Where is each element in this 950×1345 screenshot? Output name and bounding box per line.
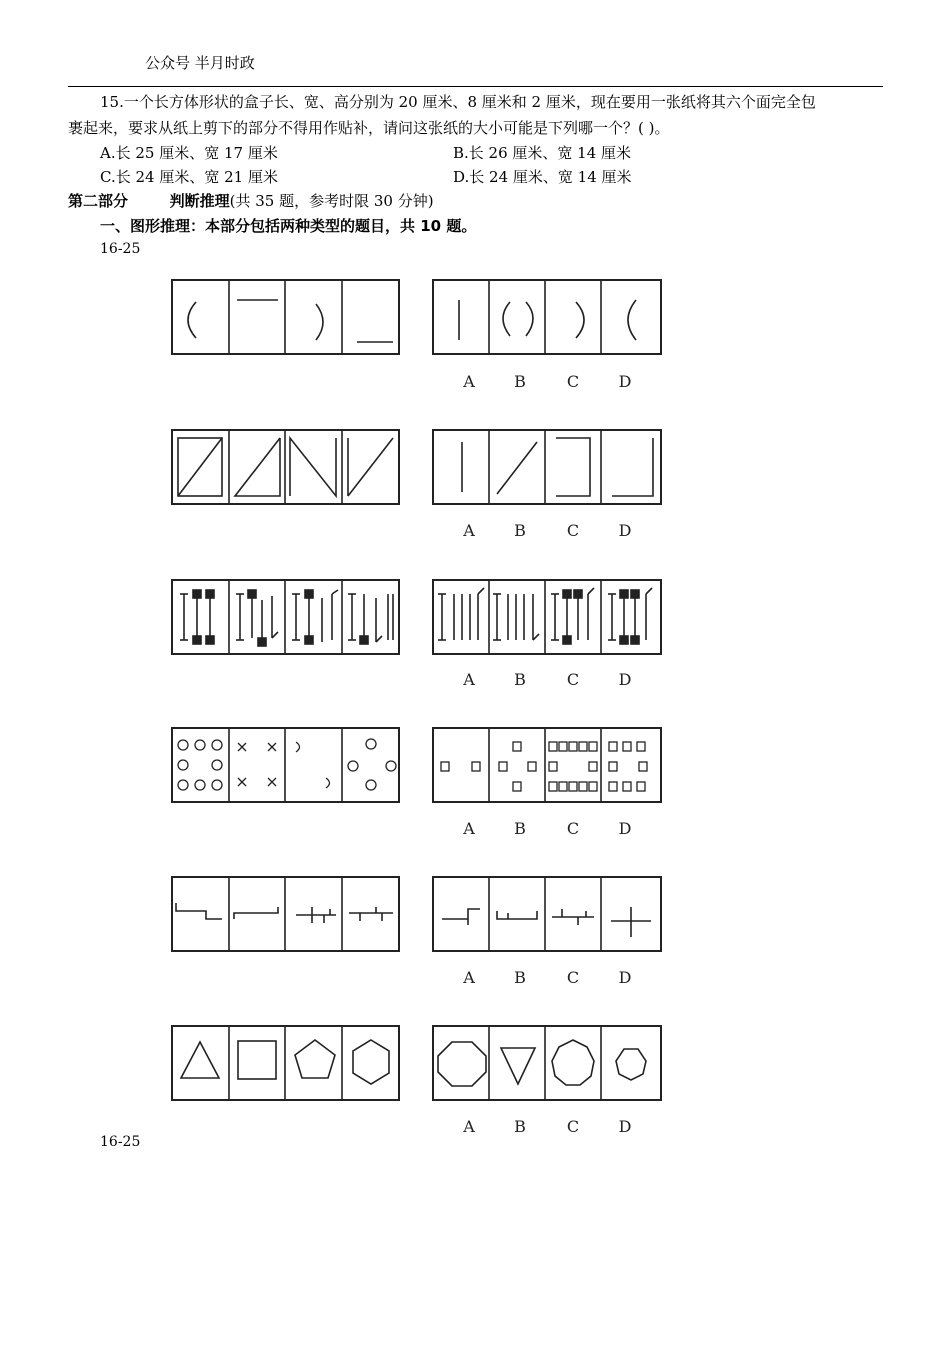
answer-letter-d: D (618, 819, 632, 838)
answer-letter-c: C (566, 372, 580, 391)
answer-letter-d: D (618, 372, 632, 391)
puzzle-dumbbell-lines (172, 580, 661, 654)
header-text: 公众号 半月时政 (145, 54, 255, 72)
answer-letter-a: A (463, 968, 475, 987)
part-title: 判断推理 (169, 192, 230, 210)
answer-letter-c: C (566, 1117, 580, 1136)
answer-letter-b: B (514, 670, 526, 689)
answer-letter-a: A (463, 819, 475, 838)
answer-letter-d: D (618, 521, 632, 540)
range-label-top: 16-25 (100, 241, 141, 257)
option-b: B.长 26 厘米、宽 14 厘米 (453, 144, 632, 162)
option-a: A.长 25 厘米、宽 17 厘米 (100, 144, 278, 162)
option-c: C.长 24 厘米、宽 21 厘米 (100, 168, 278, 186)
question-15-line1: 15.一个长方体形状的盒子长、宽、高分别为 20 厘米、8 厘米和 2 厘米，现在要用一张纸将其六个面完全包 (100, 93, 816, 111)
answer-letter-c: C (566, 521, 580, 540)
range-label-bottom: 16-25 (100, 1134, 141, 1150)
answer-letter-a: A (463, 521, 475, 540)
answer-letter-b: B (514, 372, 526, 391)
puzzle-circles-crosses (172, 728, 661, 802)
answer-letter-b: B (514, 819, 526, 838)
puzzle-diagonal-square (172, 430, 661, 504)
answer-letter-a: A (463, 670, 475, 689)
answer-letter-b: B (514, 968, 526, 987)
answer-letter-c: C (566, 968, 580, 987)
answer-letter-b: B (514, 1117, 526, 1136)
answer-letter-d: D (618, 968, 632, 987)
answer-letter-rows (462, 372, 631, 1136)
puzzle-step-lines (172, 877, 661, 951)
answer-letter-c: C (566, 819, 580, 838)
answer-letter-a: A (463, 1117, 475, 1136)
answer-letter-a: A (463, 372, 475, 391)
part-label: 第二部分 (68, 192, 129, 210)
part-note: (共 35 题，参考时限 30 分钟) (229, 192, 434, 210)
answer-letter-b: B (514, 521, 526, 540)
option-d: D.长 24 厘米、宽 14 厘米 (453, 168, 632, 186)
answer-letter-d: D (618, 670, 632, 689)
section-subtitle: 一、图形推理：本部分包括两种类型的题目，共 10 题。 (100, 217, 477, 235)
puzzle-brackets (172, 280, 661, 354)
question-15-line2: 裹起来，要求从纸上剪下的部分不得用作贴补，请问这张纸的大小可能是下列哪一个？( )。 (68, 119, 670, 137)
answer-letter-d: D (618, 1117, 632, 1136)
puzzle-polygons (172, 1026, 661, 1100)
answer-letter-c: C (566, 670, 580, 689)
